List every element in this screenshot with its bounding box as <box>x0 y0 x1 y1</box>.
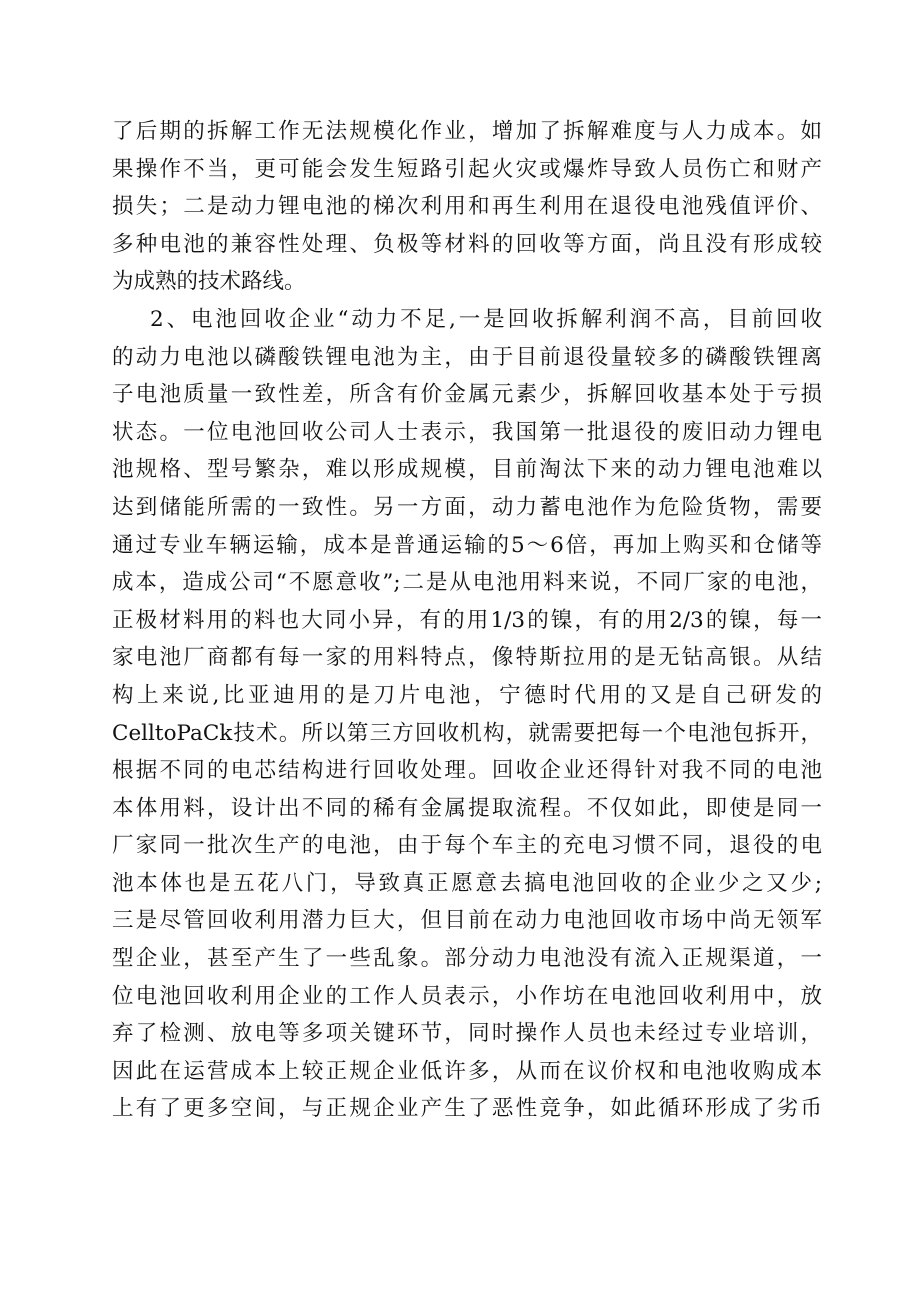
body-text <box>112 113 822 1128</box>
text-line: 因此在运营成本上较正规企业低许多，从而在议价权和电池收购成本 <box>112 1058 822 1084</box>
text-line: 池本体也是五花八门，导致真正愿意去搞电池回收的企业少之又少; <box>112 870 822 896</box>
text-line: 厂家同一批次生产的电池，由于每个车主的充电习惯不同，退役的电 <box>112 833 822 859</box>
text-line: 果操作不当，更可能会发生短路引起火灾或爆炸导致人员伤亡和财产 <box>112 156 822 182</box>
text-line: 为成熟的技术路线。 <box>112 269 306 295</box>
text-line: 2、电池回收企业“动力不足,一是回收拆解利润不高，目前回收 <box>150 306 822 332</box>
text-line: 损失；二是动力锂电池的梯次利用和再生利用在退役电池残值评价、 <box>112 194 822 220</box>
text-line: 上有了更多空间，与正规企业产生了恶性竞争，如此循环形成了劣币 <box>112 1096 822 1122</box>
text-line: 构上来说,比亚迪用的是刀片电池，宁德时代用的又是自己研发的 <box>112 682 822 708</box>
text-line: 三是尽管回收利用潜力巨大，但目前在动力电池回收市场中尚无领军 <box>112 908 822 934</box>
text-line: 正极材料用的料也大同小异，有的用1/3的镍，有的用2/3的镍，每一 <box>112 607 822 633</box>
text-line: CelltoPaCk技术。所以第三方回收机构，就需要把每一个电池包拆开， <box>112 720 822 746</box>
text-line: 状态。一位电池回收公司人士表示，我国第一批退役的废旧动力锂电 <box>112 419 822 445</box>
text-line: 子电池质量一致性差，所含有价金属元素少，拆解回收基本处于亏损 <box>112 382 822 408</box>
text-line: 成本，造成公司“不愿意收”;二是从电池用料来说，不同厂家的电池， <box>112 570 822 596</box>
text-line: 根据不同的电芯结构进行回收处理。回收企业还得针对我不同的电池 <box>112 758 822 784</box>
text-line: 型企业，甚至产生了一些乱象。部分动力电池没有流入正规渠道，一 <box>112 946 822 972</box>
text-line: 池规格、型号繁杂，难以形成规模，目前淘汰下来的动力锂电池难以 <box>112 457 822 483</box>
text-line: 本体用料，设计出不同的稀有金属提取流程。不仅如此，即使是同一 <box>112 795 822 821</box>
text-line: 家电池厂商都有每一家的用料特点，像特斯拉用的是无钻高银。从结 <box>112 645 822 671</box>
text-line: 了后期的拆解工作无法规模化作业，增加了拆解难度与人力成本。如 <box>112 119 822 144</box>
text-line: 多种电池的兼容性处理、负极等材料的回收等方面，尚且没有形成较 <box>112 231 822 257</box>
text-line: 通过专业车辆运输，成本是普通运输的5～6倍，再加上购买和仓储等 <box>112 532 822 558</box>
paragraph-1 <box>112 113 822 301</box>
text-line: 达到储能所需的一致性。另一方面，动力蓄电池作为危险货物，需要 <box>112 494 822 520</box>
text-line: 的动力电池以磷酸铁锂电池为主，由于目前退役量较多的磷酸铁锂离 <box>112 344 822 370</box>
text-line: 弃了检测、放电等多项关键环节，同时操作人员也未经过专业培训， <box>112 1021 822 1047</box>
text-line: 位电池回收利用企业的工作人员表示，小作坊在电池回收利用中，放 <box>112 983 822 1009</box>
paragraph-2 <box>112 301 822 1128</box>
